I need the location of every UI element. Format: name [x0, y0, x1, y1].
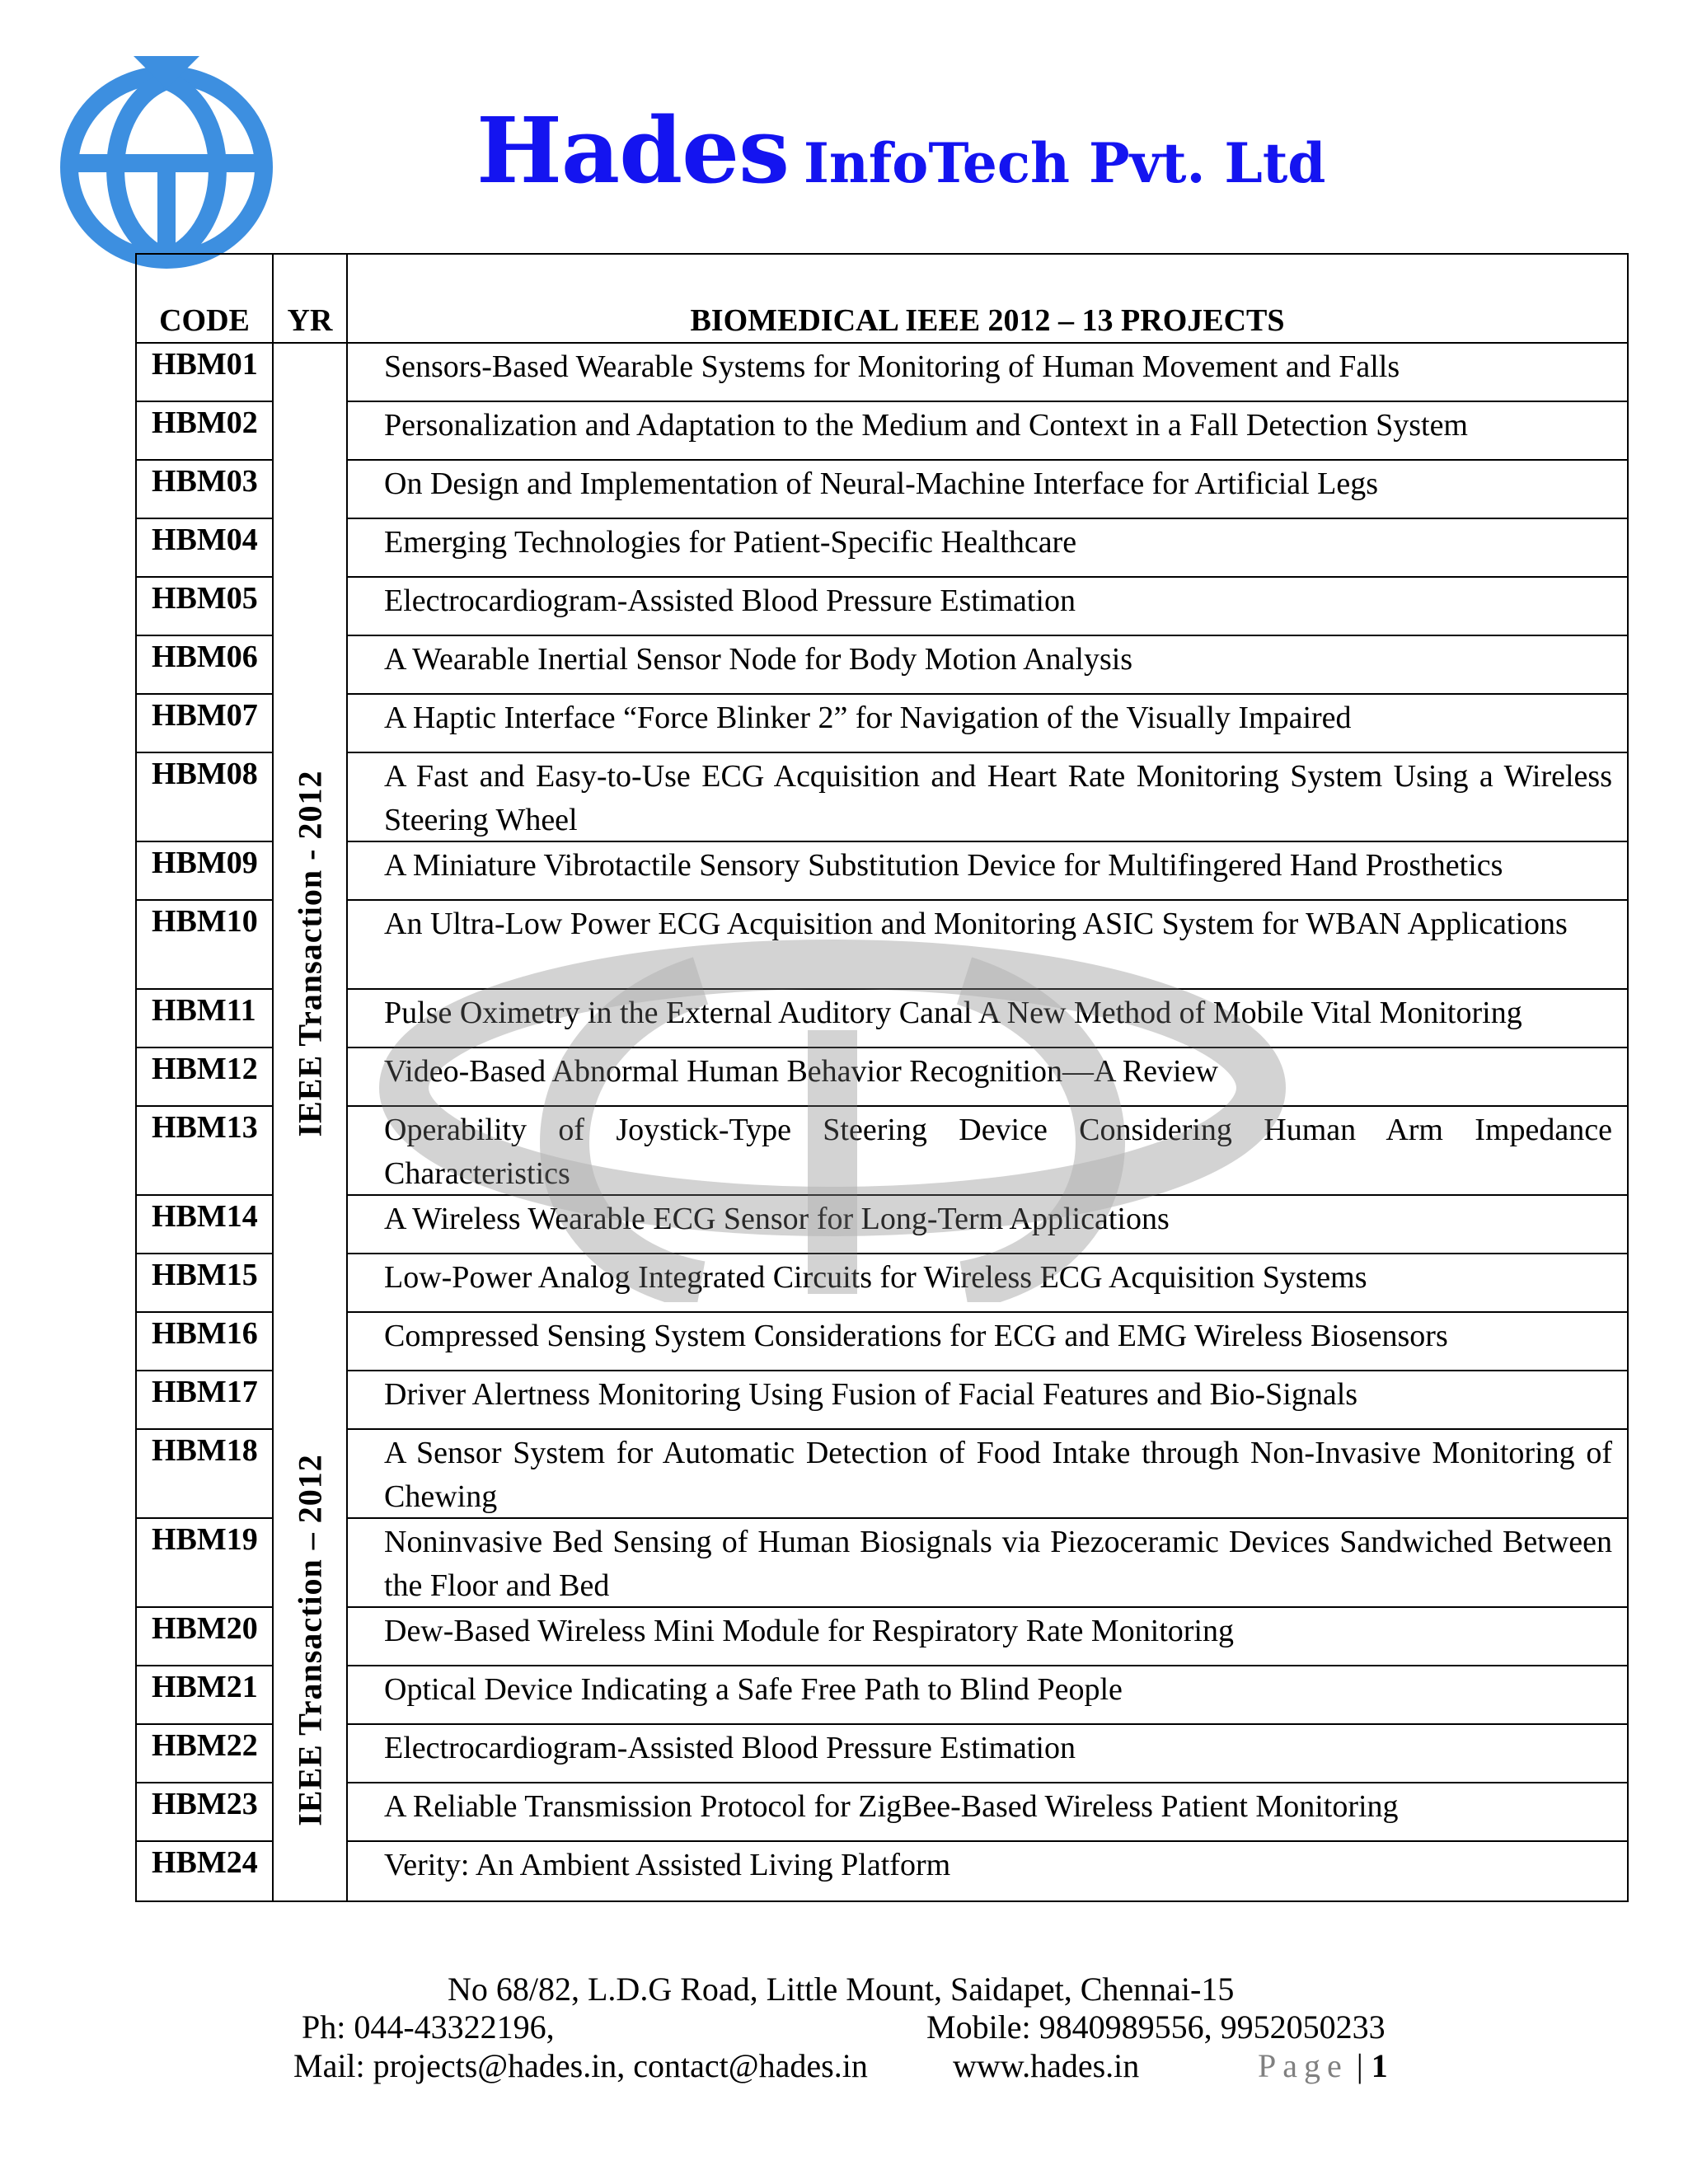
project-title: Electrocardiogram-Assisted Blood Pressure Estimation — [348, 1725, 1627, 1783]
project-code: HBM01 — [137, 344, 272, 402]
footer-address: No 68/82, L.D.G Road, Little Mount, Saidapet, Chennai-15 — [448, 1971, 1235, 2008]
year-group-label-2: IEEE Transaction – 2012 — [291, 1454, 329, 1826]
title-column-header: BIOMEDICAL IEEE 2012 – 13 PROJECTS — [690, 303, 1285, 338]
project-title: Electrocardiogram-Assisted Blood Pressure Estimation — [348, 578, 1627, 636]
project-code: HBM03 — [137, 461, 272, 519]
project-code: HBM18 — [137, 1430, 272, 1519]
project-title: Verity: An Ambient Assisted Living Platform — [384, 1848, 951, 1882]
project-code: HBM21 — [137, 1666, 272, 1725]
project-code: HBM15 — [137, 1254, 272, 1313]
project-code: HBM09 — [137, 842, 272, 901]
project-code: HBM24 — [152, 1845, 258, 1880]
project-code: HBM02 — [137, 402, 272, 461]
project-title: Driver Alertness Monitoring Using Fusion of Facial Features and Bio-Signals — [348, 1371, 1627, 1430]
project-code: HBM17 — [137, 1371, 272, 1430]
page-separator: | — [1356, 2047, 1363, 2084]
company-name-rest: InfoTech Pvt. Ltd — [804, 131, 1326, 195]
project-code: HBM16 — [137, 1313, 272, 1371]
footer-phone: Ph: 044-43322196, — [302, 2008, 555, 2046]
logo-watermark — [354, 907, 1311, 1302]
code-column — [137, 344, 274, 1900]
page-label: Page — [1258, 2047, 1348, 2084]
project-title: Personalization and Adaptation to the Medium and Context in a Fall Detection System — [348, 402, 1627, 461]
project-code: HBM22 — [137, 1725, 272, 1783]
year-column — [274, 344, 348, 1900]
project-title: Video-Based Abnormal Human Behavior Recognition—A Review — [348, 1048, 1627, 1107]
table-header — [137, 255, 1627, 344]
company-name — [476, 97, 1325, 204]
project-code: HBM19 — [137, 1519, 272, 1608]
project-title: A Wearable Inertial Sensor Node for Body Motion Analysis — [348, 636, 1627, 695]
code-column-header: CODE — [137, 255, 274, 342]
project-title: A Fast and Easy-to-Use ECG Acquisition and Heart Rate Monitoring System Using a Wireless Steering Wheel — [348, 753, 1627, 842]
project-code: HBM12 — [137, 1048, 272, 1107]
project-title: A Sensor System for Automatic Detection of Food Intake through Non-Invasive Monitoring of Chewing — [348, 1430, 1627, 1519]
page-indicator — [1258, 2046, 1688, 2085]
project-code: HBM20 — [137, 1608, 272, 1666]
project-title: Noninvasive Bed Sensing of Human Biosignals via Piezoceramic Devices Sandwiched Between the Floor and Bed — [348, 1519, 1627, 1608]
project-code: HBM23 — [137, 1783, 272, 1842]
project-title: Pulse Oximetry in the External Auditory Canal A New Method of Mobile Vital Monitoring — [348, 990, 1627, 1048]
project-title: A Reliable Transmission Protocol for ZigBee-Based Wireless Patient Monitoring — [348, 1783, 1627, 1842]
year-group-label-1: IEEE Transaction - 2012 — [291, 770, 329, 1137]
project-title: Dew-Based Wireless Mini Module for Respiratory Rate Monitoring — [348, 1608, 1627, 1666]
year-column-header: YR — [274, 255, 348, 342]
project-code: HBM14 — [137, 1196, 272, 1254]
project-title: Optical Device Indicating a Safe Free Path to Blind People — [348, 1666, 1627, 1725]
project-title: Low-Power Analog Integrated Circuits for Wireless ECG Acquisition Systems — [348, 1254, 1627, 1313]
project-title: An Ultra-Low Power ECG Acquisition and Monitoring ASIC System for WBAN Applications — [348, 901, 1627, 990]
company-logo — [51, 56, 282, 279]
project-code: HBM07 — [137, 695, 272, 753]
project-code: HBM08 — [137, 753, 272, 842]
project-title: On Design and Implementation of Neural-Machine Interface for Artificial Legs — [348, 461, 1627, 519]
footer-mobile: Mobile: 9840989556, 9952050233 — [926, 2008, 1386, 2046]
project-title: Sensors-Based Wearable Systems for Monitoring of Human Movement and Falls — [348, 344, 1627, 402]
page-number: 1 — [1371, 2047, 1388, 2084]
project-code: HBM05 — [137, 578, 272, 636]
project-title: A Wireless Wearable ECG Sensor for Long-Term Applications — [348, 1196, 1627, 1254]
footer-mail: Mail: projects@hades.in, contact@hades.in — [293, 2047, 868, 2084]
project-title: A Miniature Vibrotactile Sensory Substitution Device for Multifingered Hand Prosthetics — [348, 842, 1627, 901]
project-title: Operability of Joystick-Type Steering Device Considering Human Arm Impedance Characteristics — [348, 1107, 1627, 1196]
project-code: HBM13 — [137, 1107, 272, 1196]
project-code: HBM04 — [137, 519, 272, 578]
project-title: A Haptic Interface “Force Blinker 2” for Navigation of the Visually Impaired — [348, 695, 1627, 753]
project-title: Emerging Technologies for Patient-Specific Healthcare — [348, 519, 1627, 578]
company-name-main: Hades — [476, 97, 790, 204]
project-code: HBM11 — [137, 990, 272, 1048]
project-code: HBM10 — [137, 901, 272, 990]
project-title: Compressed Sensing System Considerations for ECG and EMG Wireless Biosensors — [348, 1313, 1627, 1371]
footer-website: www.hades.in — [953, 2047, 1140, 2084]
project-code: HBM06 — [137, 636, 272, 695]
